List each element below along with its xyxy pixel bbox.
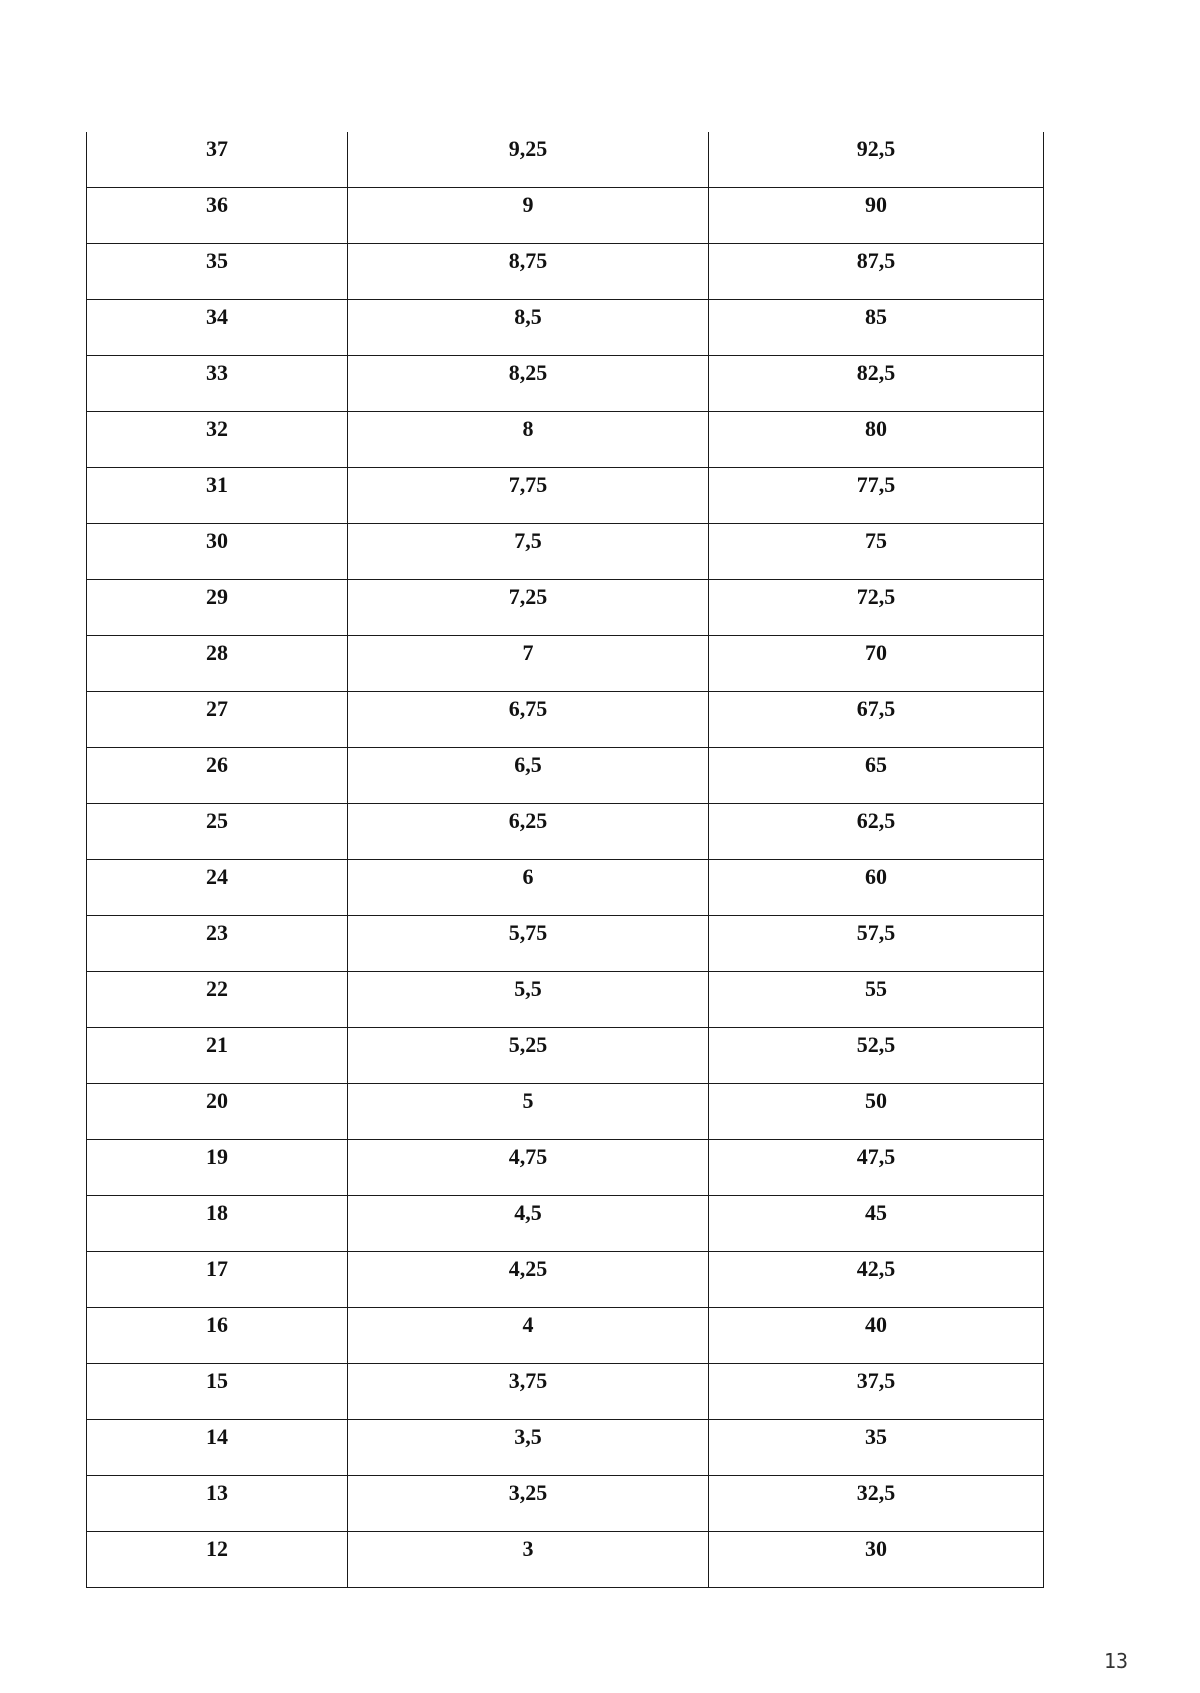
- table-cell: [87, 692, 348, 748]
- score-table: [86, 132, 1044, 1588]
- table-row: [87, 692, 1044, 748]
- table-cell: [87, 300, 348, 356]
- table-cell: [87, 636, 348, 692]
- cell-value: 5,75: [508, 920, 548, 945]
- table-cell: [709, 468, 1044, 524]
- table-cell: [709, 1476, 1044, 1532]
- cell-value: 4: [522, 1312, 534, 1337]
- table-cell: [709, 244, 1044, 300]
- cell-value: 87,5: [856, 248, 896, 273]
- table-cell: [348, 1476, 709, 1532]
- cell-value: 7,25: [508, 584, 548, 609]
- table-row: [87, 972, 1044, 1028]
- cell-value: 8,5: [514, 304, 542, 329]
- table-row: [87, 804, 1044, 860]
- cell-value: 62,5: [856, 808, 896, 833]
- table-cell: [87, 1532, 348, 1588]
- table-cell: [87, 748, 348, 804]
- table-row: [87, 1364, 1044, 1420]
- cell-value: 31: [206, 472, 228, 497]
- cell-value: 7,5: [514, 528, 542, 553]
- cell-value: 6,75: [508, 696, 548, 721]
- table-row: [87, 524, 1044, 580]
- cell-value: 75: [865, 528, 887, 553]
- cell-value: 12: [206, 1536, 228, 1561]
- cell-value: 23: [206, 920, 228, 945]
- cell-value: 19: [206, 1144, 228, 1169]
- table-cell: [87, 132, 348, 188]
- table-cell: [709, 1084, 1044, 1140]
- table-cell: [709, 580, 1044, 636]
- table-row: [87, 1476, 1044, 1532]
- cell-value: 33: [206, 360, 228, 385]
- table-cell: [348, 636, 709, 692]
- table-cell: [709, 972, 1044, 1028]
- cell-value: 6,25: [508, 808, 548, 833]
- cell-value: 28: [206, 640, 228, 665]
- table-row: [87, 468, 1044, 524]
- table-row: [87, 580, 1044, 636]
- cell-value: 24: [206, 864, 228, 889]
- table-cell: [709, 1364, 1044, 1420]
- table-cell: [87, 916, 348, 972]
- table-cell: [348, 1308, 709, 1364]
- cell-value: 14: [206, 1424, 228, 1449]
- cell-value: 13: [206, 1480, 228, 1505]
- page-number: 13: [1103, 1649, 1128, 1673]
- table-cell: [348, 356, 709, 412]
- cell-value: 30: [206, 528, 228, 553]
- cell-value: 3,75: [508, 1368, 548, 1393]
- cell-value: 70: [865, 640, 887, 665]
- table-cell: [709, 300, 1044, 356]
- cell-value: 27: [206, 696, 228, 721]
- table-cell: [348, 300, 709, 356]
- cell-value: 9: [522, 192, 534, 217]
- cell-value: 3,5: [514, 1424, 542, 1449]
- table-cell: [348, 1028, 709, 1084]
- table-cell: [348, 132, 709, 188]
- table-cell: [348, 1532, 709, 1588]
- cell-value: 4,75: [508, 1144, 548, 1169]
- table-cell: [348, 244, 709, 300]
- table-cell: [87, 244, 348, 300]
- cell-value: 6: [522, 864, 534, 889]
- table-cell: [348, 1420, 709, 1476]
- table-row: [87, 300, 1044, 356]
- table-row: [87, 1028, 1044, 1084]
- table-cell: [709, 1420, 1044, 1476]
- table-row: [87, 356, 1044, 412]
- table-row: [87, 1420, 1044, 1476]
- table-cell: [709, 188, 1044, 244]
- table-cell: [348, 188, 709, 244]
- cell-value: 37: [206, 136, 228, 161]
- cell-value: 25: [206, 808, 228, 833]
- table-cell: [348, 580, 709, 636]
- cell-value: 72,5: [856, 584, 896, 609]
- table-cell: [348, 748, 709, 804]
- cell-value: 92,5: [856, 136, 896, 161]
- table-cell: [87, 1196, 348, 1252]
- table-cell: [709, 692, 1044, 748]
- table-cell: [348, 692, 709, 748]
- cell-value: 7,75: [508, 472, 548, 497]
- table-cell: [348, 916, 709, 972]
- cell-value: 55: [865, 976, 887, 1001]
- table-cell: [709, 1308, 1044, 1364]
- cell-value: 21: [206, 1032, 228, 1057]
- table-cell: [87, 1028, 348, 1084]
- cell-value: 17: [206, 1256, 228, 1281]
- cell-value: 52,5: [856, 1032, 896, 1057]
- cell-value: 82,5: [856, 360, 896, 385]
- cell-value: 5,5: [514, 976, 542, 1001]
- cell-value: 57,5: [856, 920, 896, 945]
- cell-value: 40: [865, 1312, 887, 1337]
- cell-value: 3: [522, 1536, 534, 1561]
- table-cell: [87, 1364, 348, 1420]
- table-cell: [709, 1196, 1044, 1252]
- table-row: [87, 1084, 1044, 1140]
- cell-value: 5: [522, 1088, 534, 1113]
- table-row: [87, 860, 1044, 916]
- cell-value: 6,5: [514, 752, 542, 777]
- table-cell: [87, 804, 348, 860]
- table-cell: [87, 356, 348, 412]
- cell-value: 90: [865, 192, 887, 217]
- table-cell: [348, 1252, 709, 1308]
- cell-value: 5,25: [508, 1032, 548, 1057]
- table-cell: [348, 804, 709, 860]
- cell-value: 67,5: [856, 696, 896, 721]
- table-cell: [87, 1308, 348, 1364]
- cell-value: 30: [865, 1536, 887, 1561]
- table-cell: [709, 356, 1044, 412]
- cell-value: 42,5: [856, 1256, 896, 1281]
- table-cell: [709, 916, 1044, 972]
- cell-value: 4,25: [508, 1256, 548, 1281]
- table-cell: [709, 1532, 1044, 1588]
- table-row: [87, 188, 1044, 244]
- table-cell: [709, 524, 1044, 580]
- cell-value: 50: [865, 1088, 887, 1113]
- table-cell: [348, 1084, 709, 1140]
- table-cell: [348, 1364, 709, 1420]
- cell-value: 35: [865, 1424, 887, 1449]
- cell-value: 36: [206, 192, 228, 217]
- table-cell: [348, 1140, 709, 1196]
- table-row: [87, 636, 1044, 692]
- cell-value: 7: [522, 640, 534, 665]
- table-cell: [87, 1252, 348, 1308]
- table-row: [87, 1252, 1044, 1308]
- table-cell: [709, 1028, 1044, 1084]
- table-cell: [348, 972, 709, 1028]
- cell-value: 45: [865, 1200, 887, 1225]
- cell-value: 65: [865, 752, 887, 777]
- cell-value: 37,5: [856, 1368, 896, 1393]
- table-cell: [87, 1140, 348, 1196]
- table-cell: [87, 580, 348, 636]
- cell-value: 47,5: [856, 1144, 896, 1169]
- cell-value: 34: [206, 304, 228, 329]
- cell-value: 20: [206, 1088, 228, 1113]
- cell-value: 16: [206, 1312, 228, 1337]
- table-cell: [87, 188, 348, 244]
- table-cell: [87, 860, 348, 916]
- table-cell: [348, 1196, 709, 1252]
- score-table-container: [86, 132, 1043, 1588]
- cell-value: 15: [206, 1368, 228, 1393]
- table-cell: [709, 804, 1044, 860]
- cell-value: 32,5: [856, 1480, 896, 1505]
- cell-value: 60: [865, 864, 887, 889]
- cell-value: 85: [865, 304, 887, 329]
- cell-value: 8: [522, 416, 534, 441]
- cell-value: 4,5: [514, 1200, 542, 1225]
- cell-value: 3,25: [508, 1480, 548, 1505]
- table-cell: [709, 636, 1044, 692]
- cell-value: 29: [206, 584, 228, 609]
- table-row: [87, 1140, 1044, 1196]
- table-cell: [348, 412, 709, 468]
- cell-value: 8,75: [508, 248, 548, 273]
- table-cell: [709, 1252, 1044, 1308]
- table-cell: [87, 1420, 348, 1476]
- table-row: [87, 132, 1044, 188]
- table-row: [87, 916, 1044, 972]
- table-cell: [709, 1140, 1044, 1196]
- table-cell: [87, 468, 348, 524]
- cell-value: 77,5: [856, 472, 896, 497]
- cell-value: 26: [206, 752, 228, 777]
- cell-value: 80: [865, 416, 887, 441]
- table-cell: [709, 860, 1044, 916]
- table-cell: [87, 412, 348, 468]
- table-cell: [348, 860, 709, 916]
- table-cell: [709, 748, 1044, 804]
- cell-value: 9,25: [508, 136, 548, 161]
- cell-value: 18: [206, 1200, 228, 1225]
- cell-value: 22: [206, 976, 228, 1001]
- cell-value: 32: [206, 416, 228, 441]
- table-cell: [709, 132, 1044, 188]
- table-row: [87, 412, 1044, 468]
- table-cell: [87, 524, 348, 580]
- cell-value: 35: [206, 248, 228, 273]
- cell-value: 8,25: [508, 360, 548, 385]
- table-row: [87, 1532, 1044, 1588]
- table-row: [87, 244, 1044, 300]
- table-cell: [87, 1476, 348, 1532]
- table-row: [87, 1308, 1044, 1364]
- table-cell: [709, 412, 1044, 468]
- table-cell: [348, 468, 709, 524]
- table-row: [87, 1196, 1044, 1252]
- score-table-body: [87, 132, 1044, 1588]
- table-cell: [87, 972, 348, 1028]
- table-cell: [348, 524, 709, 580]
- table-cell: [87, 1084, 348, 1140]
- table-row: [87, 748, 1044, 804]
